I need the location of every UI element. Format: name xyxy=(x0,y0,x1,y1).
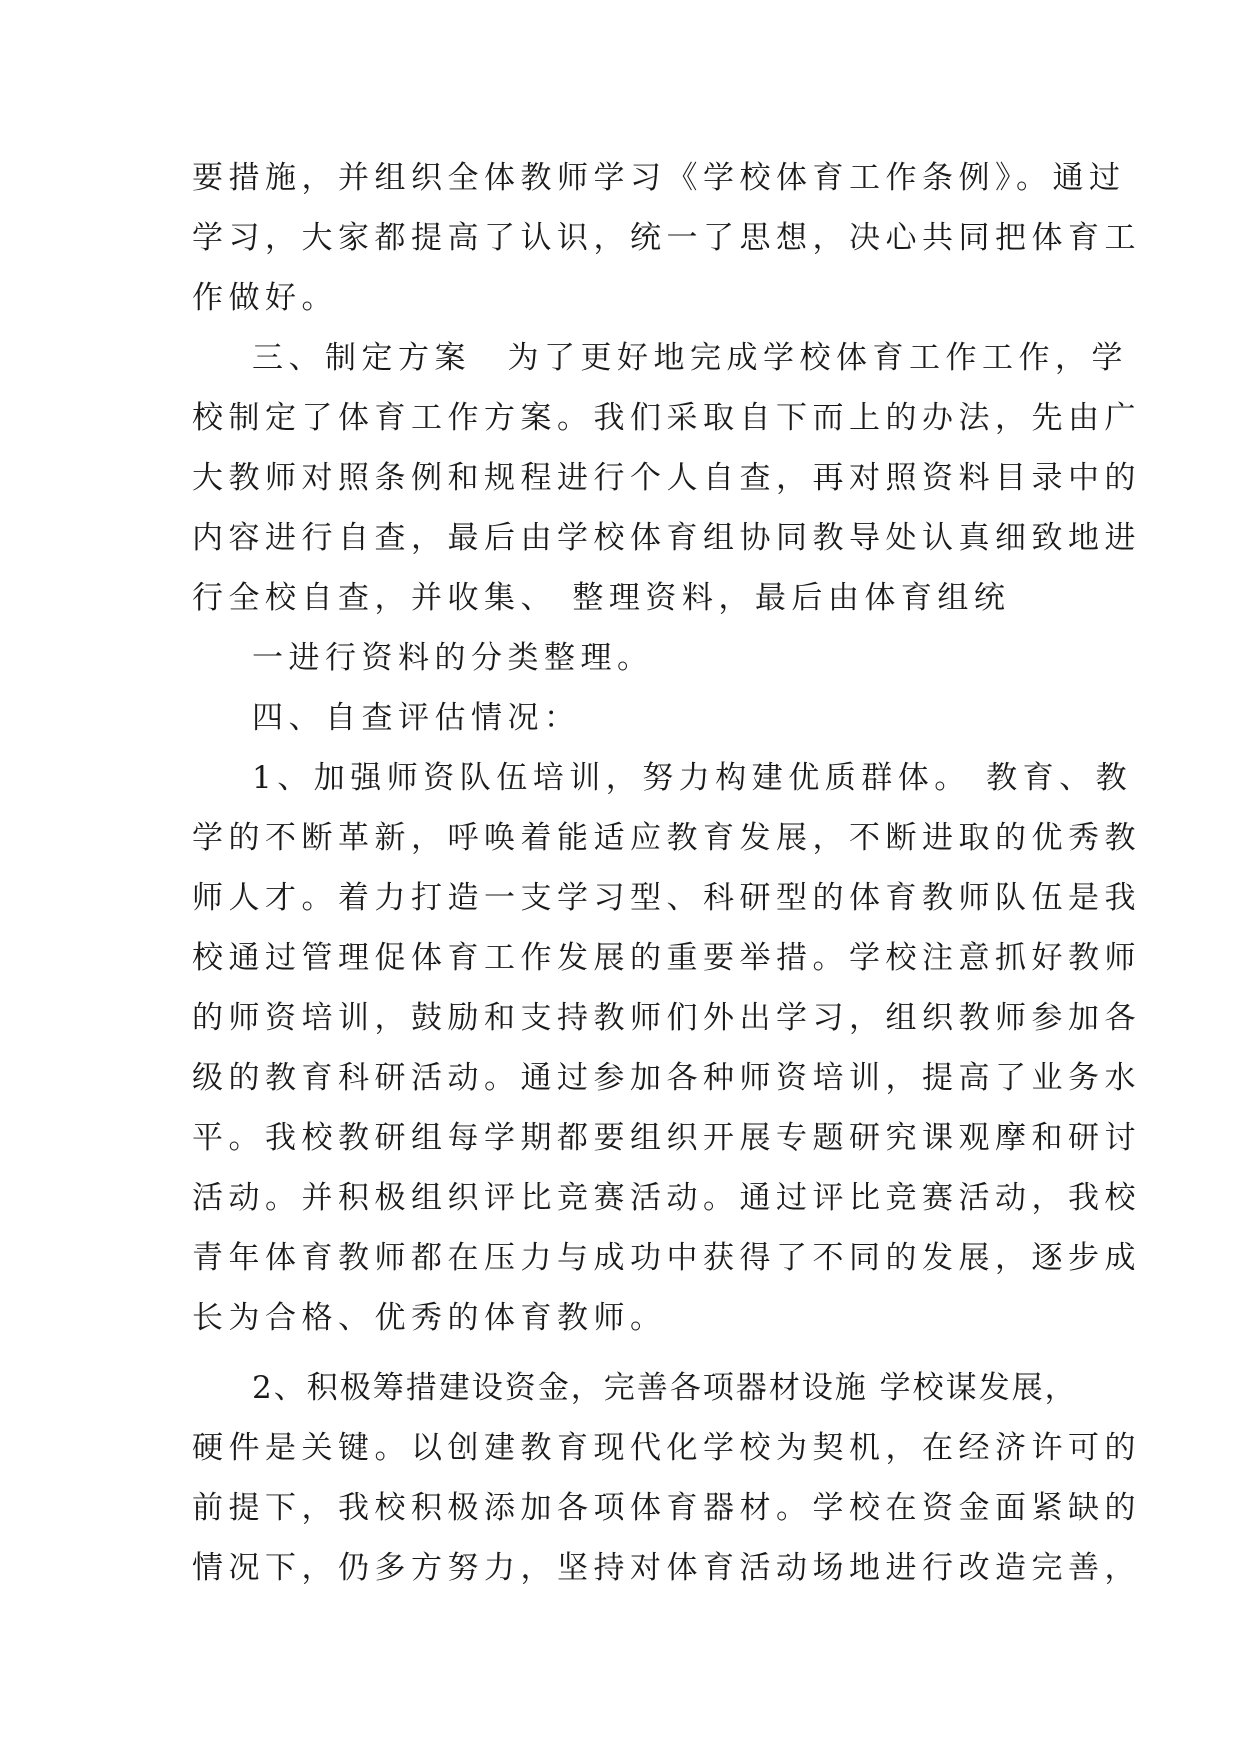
text-line-6: 大教师对照条例和规程进行个人自查，再对照资料目录中的 xyxy=(192,460,1141,496)
text-line-4: 三、制定方案 为了更好地完成学校体育工作工作，学 xyxy=(252,340,1128,376)
text-line-2: 学习，大家都提高了认识，统一了思想，决心共同把体育工 xyxy=(192,220,1141,256)
text-line-15: 的师资培训，鼓励和支持教师们外出学习，组织教师参加各 xyxy=(192,1000,1141,1036)
text-line-18: 活动。并积极组织评比竞赛活动。通过评比竞赛活动，我校 xyxy=(192,1180,1141,1216)
text-line-5: 校制定了体育工作方案。我们采取自下而上的办法，先由广 xyxy=(192,400,1141,436)
text-line-11: 1、加强师资队伍培训，努力构建优质群体。 教育、教 xyxy=(252,760,1133,796)
text-line-7: 内容进行自查，最后由学校体育组协同教导处认真细致地进 xyxy=(192,520,1141,556)
text-line-24: 情况下，仍多方努力，坚持对体育活动场地进行改造完善， xyxy=(192,1550,1141,1586)
text-line-1: 要措施，并组织全体教师学习《学校体育工作条例》。通过 xyxy=(192,160,1126,196)
text-line-23: 前提下，我校积极添加各项体育器材。学校在资金面紧缺的 xyxy=(192,1490,1141,1526)
text-line-10: 四、自查评估情况： xyxy=(252,700,581,736)
text-line-19: 青年体育教师都在压力与成功中获得了不同的发展，逐步成 xyxy=(192,1240,1141,1276)
text-line-22: 硬件是关键。以创建教育现代化学校为契机，在经济许可的 xyxy=(192,1430,1141,1466)
text-line-9: 一进行资料的分类整理。 xyxy=(252,640,654,676)
text-line-17: 平。我校教研组每学期都要组织开展专题研究课观摩和研讨 xyxy=(192,1120,1141,1156)
text-line-16: 级的教育科研活动。通过参加各种师资培训，提高了业务水 xyxy=(192,1060,1141,1096)
text-line-14: 校通过管理促体育工作发展的重要举措。学校注意抓好教师 xyxy=(192,940,1141,976)
text-line-21: 2、积极筹措建设资金，完善各项器材设施 学校谋发展， xyxy=(252,1370,1078,1406)
text-line-13: 师人才。着力打造一支学习型、科研型的体育教师队伍是我 xyxy=(192,880,1141,916)
text-line-20: 长为合格、优秀的体育教师。 xyxy=(192,1300,667,1336)
text-line-3: 作做好。 xyxy=(192,280,338,316)
text-line-8: 行全校自查，并收集、 整理资料，最后由体育组统 xyxy=(192,580,1011,616)
text-line-12: 学的不断革新，呼唤着能适应教育发展，不断进取的优秀教 xyxy=(192,820,1141,856)
